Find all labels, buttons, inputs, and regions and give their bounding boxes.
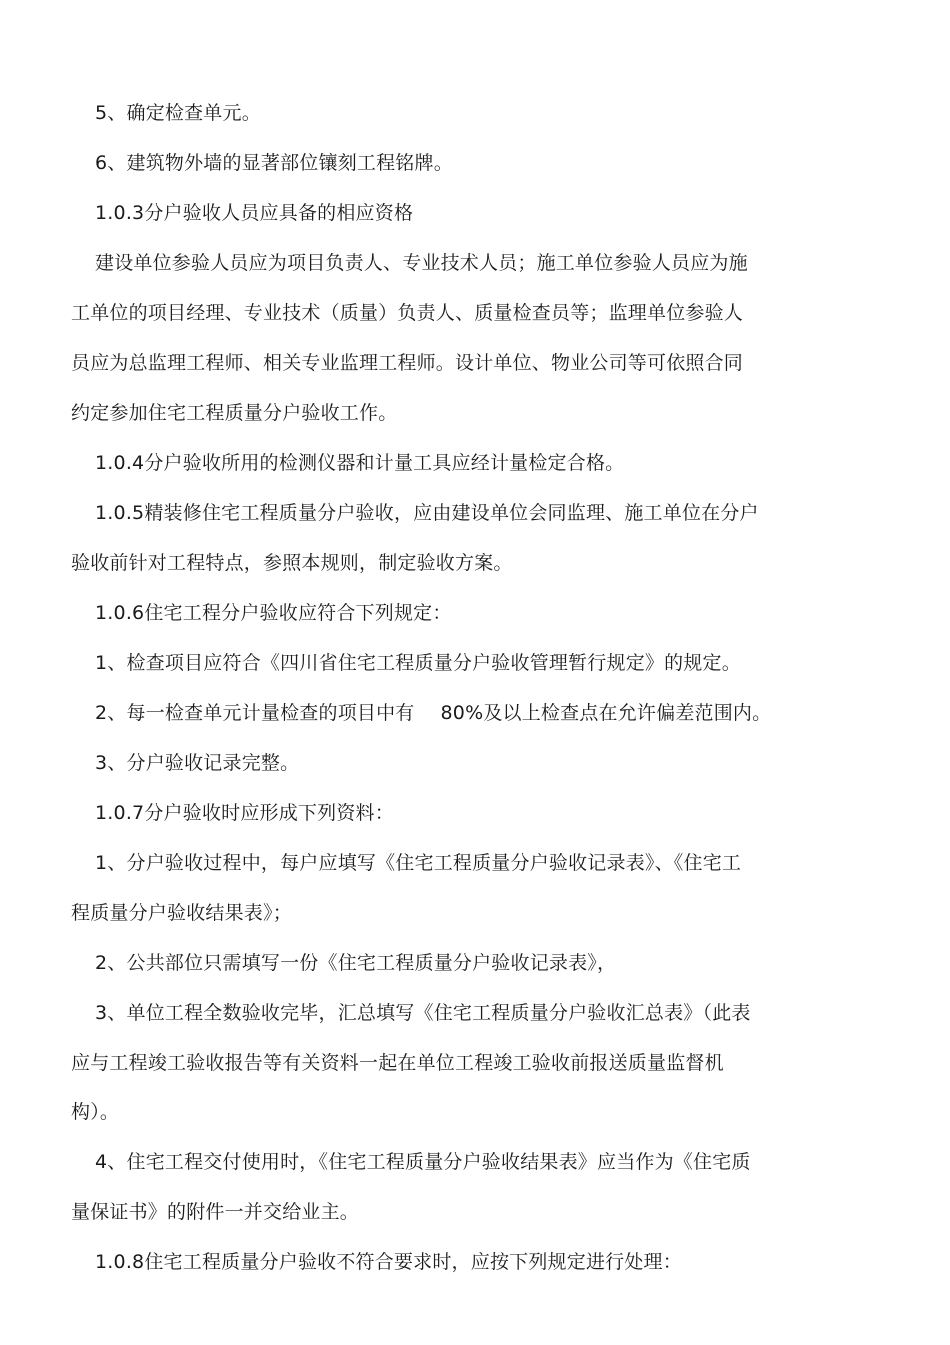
- text-line: 应与工程竣工验收报告等有关资料一起在单位工程竣工验收前报送质量监督机: [71, 1052, 724, 1074]
- text-line: 建设单位参验人员应为项目负责人、专业技术人员；施工单位参验人员应为施: [95, 252, 748, 274]
- text-line: 5、确定检查单元。: [95, 102, 261, 124]
- section-heading: 1.0.6住宅工程分户验收应符合下列规定：: [95, 602, 452, 624]
- text-line: 1、分户验收过程中，每户应填写《住宅工程质量分户验收记录表》、《住宅工: [95, 852, 742, 874]
- text-line: 3、单位工程全数验收完毕，汇总填写《住宅工程质量分户验收汇总表》（此表: [95, 1002, 751, 1024]
- text-line: 工单位的项目经理、专业技术（质量）负责人、质量检查员等；监理单位参验人: [71, 302, 744, 324]
- text-line: 2、公共部位只需填写一份《住宅工程质量分户验收记录表》，: [95, 952, 617, 974]
- text-segment: 80%及以上检查点在允许偏差范围内。: [440, 702, 772, 724]
- section-heading: 1.0.7分户验收时应形成下列资料：: [95, 802, 394, 824]
- text-line: 量保证书》的附件一并交给业主。: [71, 1201, 360, 1223]
- text-line: 1、检查项目应符合《四川省住宅工程质量分户验收管理暂行规定》的规定。: [95, 652, 741, 674]
- text-line: 员应为总监理工程师、相关专业监理工程师。设计单位、物业公司等可依照合同: [71, 352, 744, 374]
- text-line: 3、分户验收记录完整。: [95, 752, 300, 774]
- text-line: 验收前针对工程特点，参照本规则，制定验收方案。: [71, 552, 513, 574]
- text-segment: 2、每一检查单元计量检查的项目中有: [95, 702, 415, 724]
- section-heading: 1.0.3分户验收人员应具备的相应资格: [95, 202, 414, 224]
- text-line: 约定参加住宅工程质量分户验收工作。: [71, 402, 398, 424]
- text-line: 构）。: [71, 1101, 120, 1123]
- section-heading: 1.0.8住宅工程质量分户验收不符合要求时，应按下列规定进行处理：: [95, 1251, 682, 1273]
- section-heading: 1.0.5精装修住宅工程质量分户验收，应由建设单位会同监理、施工单位在分户: [95, 502, 759, 524]
- text-line: 4、住宅工程交付使用时，《住宅工程质量分户验收结果表》应当作为《住宅质: [95, 1151, 751, 1173]
- text-line: 程质量分户验收结果表》；: [71, 902, 292, 924]
- text-line: [95, 700, 855, 726]
- section-heading: 1.0.4分户验收所用的检测仪器和计量工具应经计量检定合格。: [95, 452, 625, 474]
- text-line: 6、建筑物外墙的显著部位镶刻工程铭牌。: [95, 152, 453, 174]
